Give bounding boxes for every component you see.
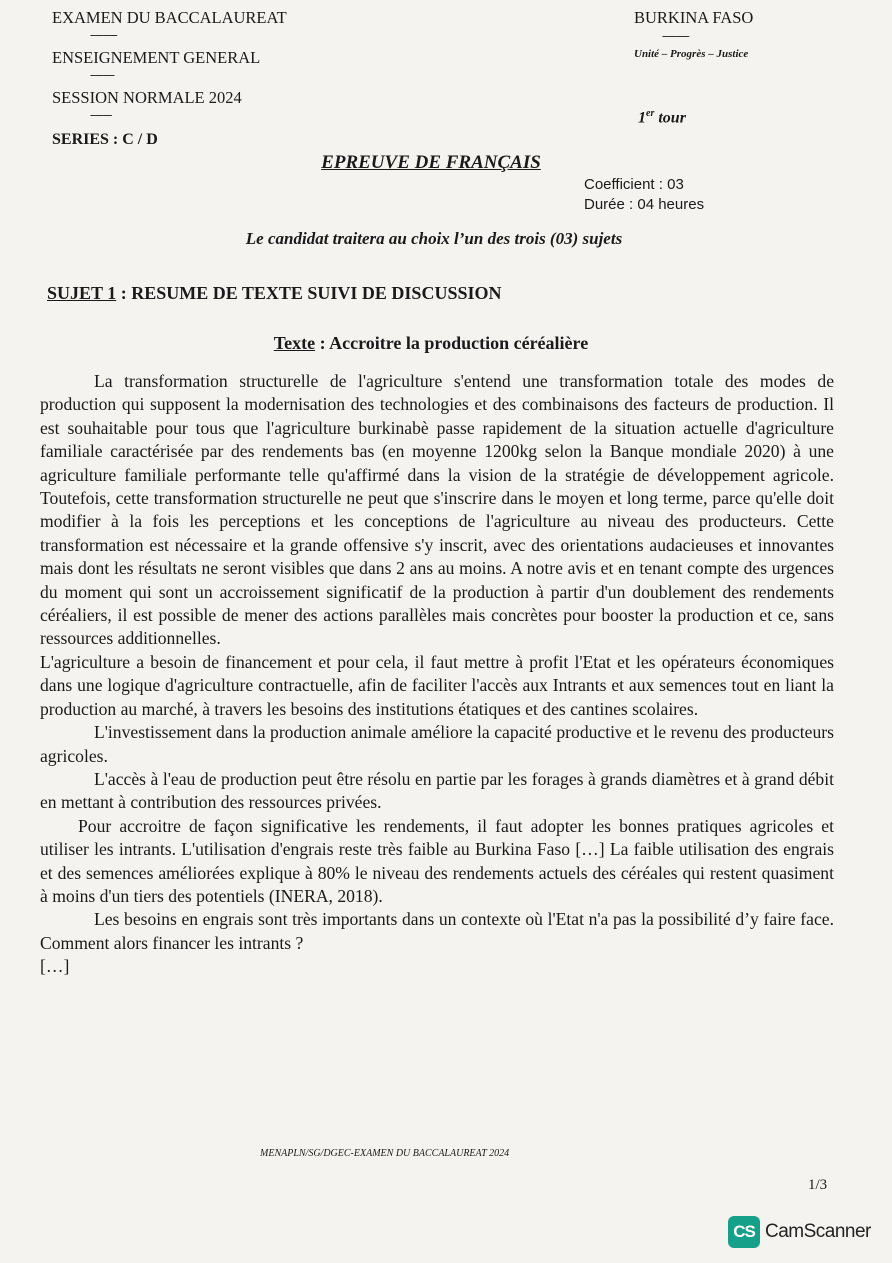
country-name: BURKINA FASO [634,8,754,27]
separator: --------- [90,69,114,81]
coefficient: Coefficient : 03 [584,176,684,193]
texte-heading [0,333,862,354]
round-suffix: er [646,108,655,119]
footer-reference: MENAPLN/SG/DGEC-EXAMEN DU BACCALAUREAT 2024 [260,1148,510,1159]
paragraph: Les besoins en engrais sont très importants dans un contexte où l'Etat n'a pas la possibilité d’y faire face. Comment alors financer les intrants ? [40,909,834,953]
exam-name: EXAMEN DU BACCALAUREAT [52,8,287,27]
texte-label: Texte [273,333,316,353]
paragraph: L'investissement dans la production animale améliore la capacité productive et le revenu des producteurs agricoles. [40,722,834,766]
exam-series: SERIES : C / D [52,131,158,148]
paragraph: La transformation structurelle de l'agriculture s'entend une transformation totale des modes de production qui supposent la modernisation des technologies et des combinaisons des facteurs de production. Il est souhaitable pour tous que l'agriculture burkinabè passe rapidement de la situation actuelle d'agriculture familiale caractérisée par des rendements bas (en moyenne 1200kg selon la Banque mondiale 2020) à une agriculture familiale performante telle qu'affirmé dans la vision de la stratégie de développement agricole. Toutefois, cette transformation structurelle ne peut que s'inscrire dans le moyen et long terme, parce qu'elle doit modifier à la fois les perceptions et les conceptions de l'agriculture au niveau des producteurs. Cette transformation est nécessaire et la grande offensive s'y inscrit, avec des orientations audacieuses et innovantes mais dont les résultats ne seront visibles que dans 2 ans au moins. A notre avis et en tenant compte des urgences du moment qui sont un accroissement significatif de la production à partir d'un doublement des rendements céréaliers, il est possible de mener des actions parallèles mais concrètes pour booster la production et ce, sans ressources additionnelles. [40,371,834,649]
national-motto: Unité – Progrès – Justice [634,48,749,60]
exam-meta [584,175,704,215]
header-left [52,10,287,130]
paragraph: Pour accroitre de façon significative les rendements, il faut adopter les bonnes pratiques agricoles et utiliser les intrants. L'utilisation d'engrais reste très faible au Burkina Faso […] La faible utilisation des engrais et des semences améliorées explique à 80% le niveau des rendements actuels des céréales qui restent quasiment à moins d'un tiers des potentiels (INERA, 2018). [40,815,834,906]
exam-round [638,108,686,127]
text-body [40,370,834,979]
sujet-title: : RESUME DE TEXTE SUIVI DE DISCUSSION [116,283,502,303]
separator: -------- [90,109,112,121]
separator: ---------- [90,29,117,41]
round-word: tour [654,109,686,127]
paragraph: […] [40,956,70,977]
subject-title: EPREUVE DE FRANÇAIS [321,152,541,173]
instruction: Le candidat traitera au choix l’un des trois (03) sujets [245,229,623,248]
sujet-heading [47,283,501,304]
paragraph: L'agriculture a besoin de financement et pour cela, il faut mettre à profit l'Etat et les opérateurs économiques dans une logique d'agriculture contractuelle, afin de faciliter l'accès aux Intrants et aux semences tout en liant la production au marché, à travers les besoins des institutions étatiques et des cantines scolaires. [40,651,834,719]
texte-title: : Accroitre la production céréalière [315,333,589,353]
exam-track: ENSEIGNEMENT GENERAL [52,48,261,67]
duration: Durée : 04 heures [584,196,705,213]
round-number: 1 [638,109,646,127]
camscanner-watermark [728,1216,871,1248]
exam-session: SESSION NORMALE 2024 [52,88,242,107]
camscanner-logo-icon: CS [728,1216,760,1248]
page-number: 1/3 [808,1177,828,1193]
separator: ---------- [662,30,689,42]
header-right [634,8,794,60]
camscanner-brand: CamScanner [765,1221,871,1242]
paragraph: L'accès à l'eau de production peut être résolu en partie par les forages à grands diamètres et à grand débit en mettant à contribution des ressources privées. [40,768,834,813]
sujet-label: SUJET 1 [47,283,117,303]
